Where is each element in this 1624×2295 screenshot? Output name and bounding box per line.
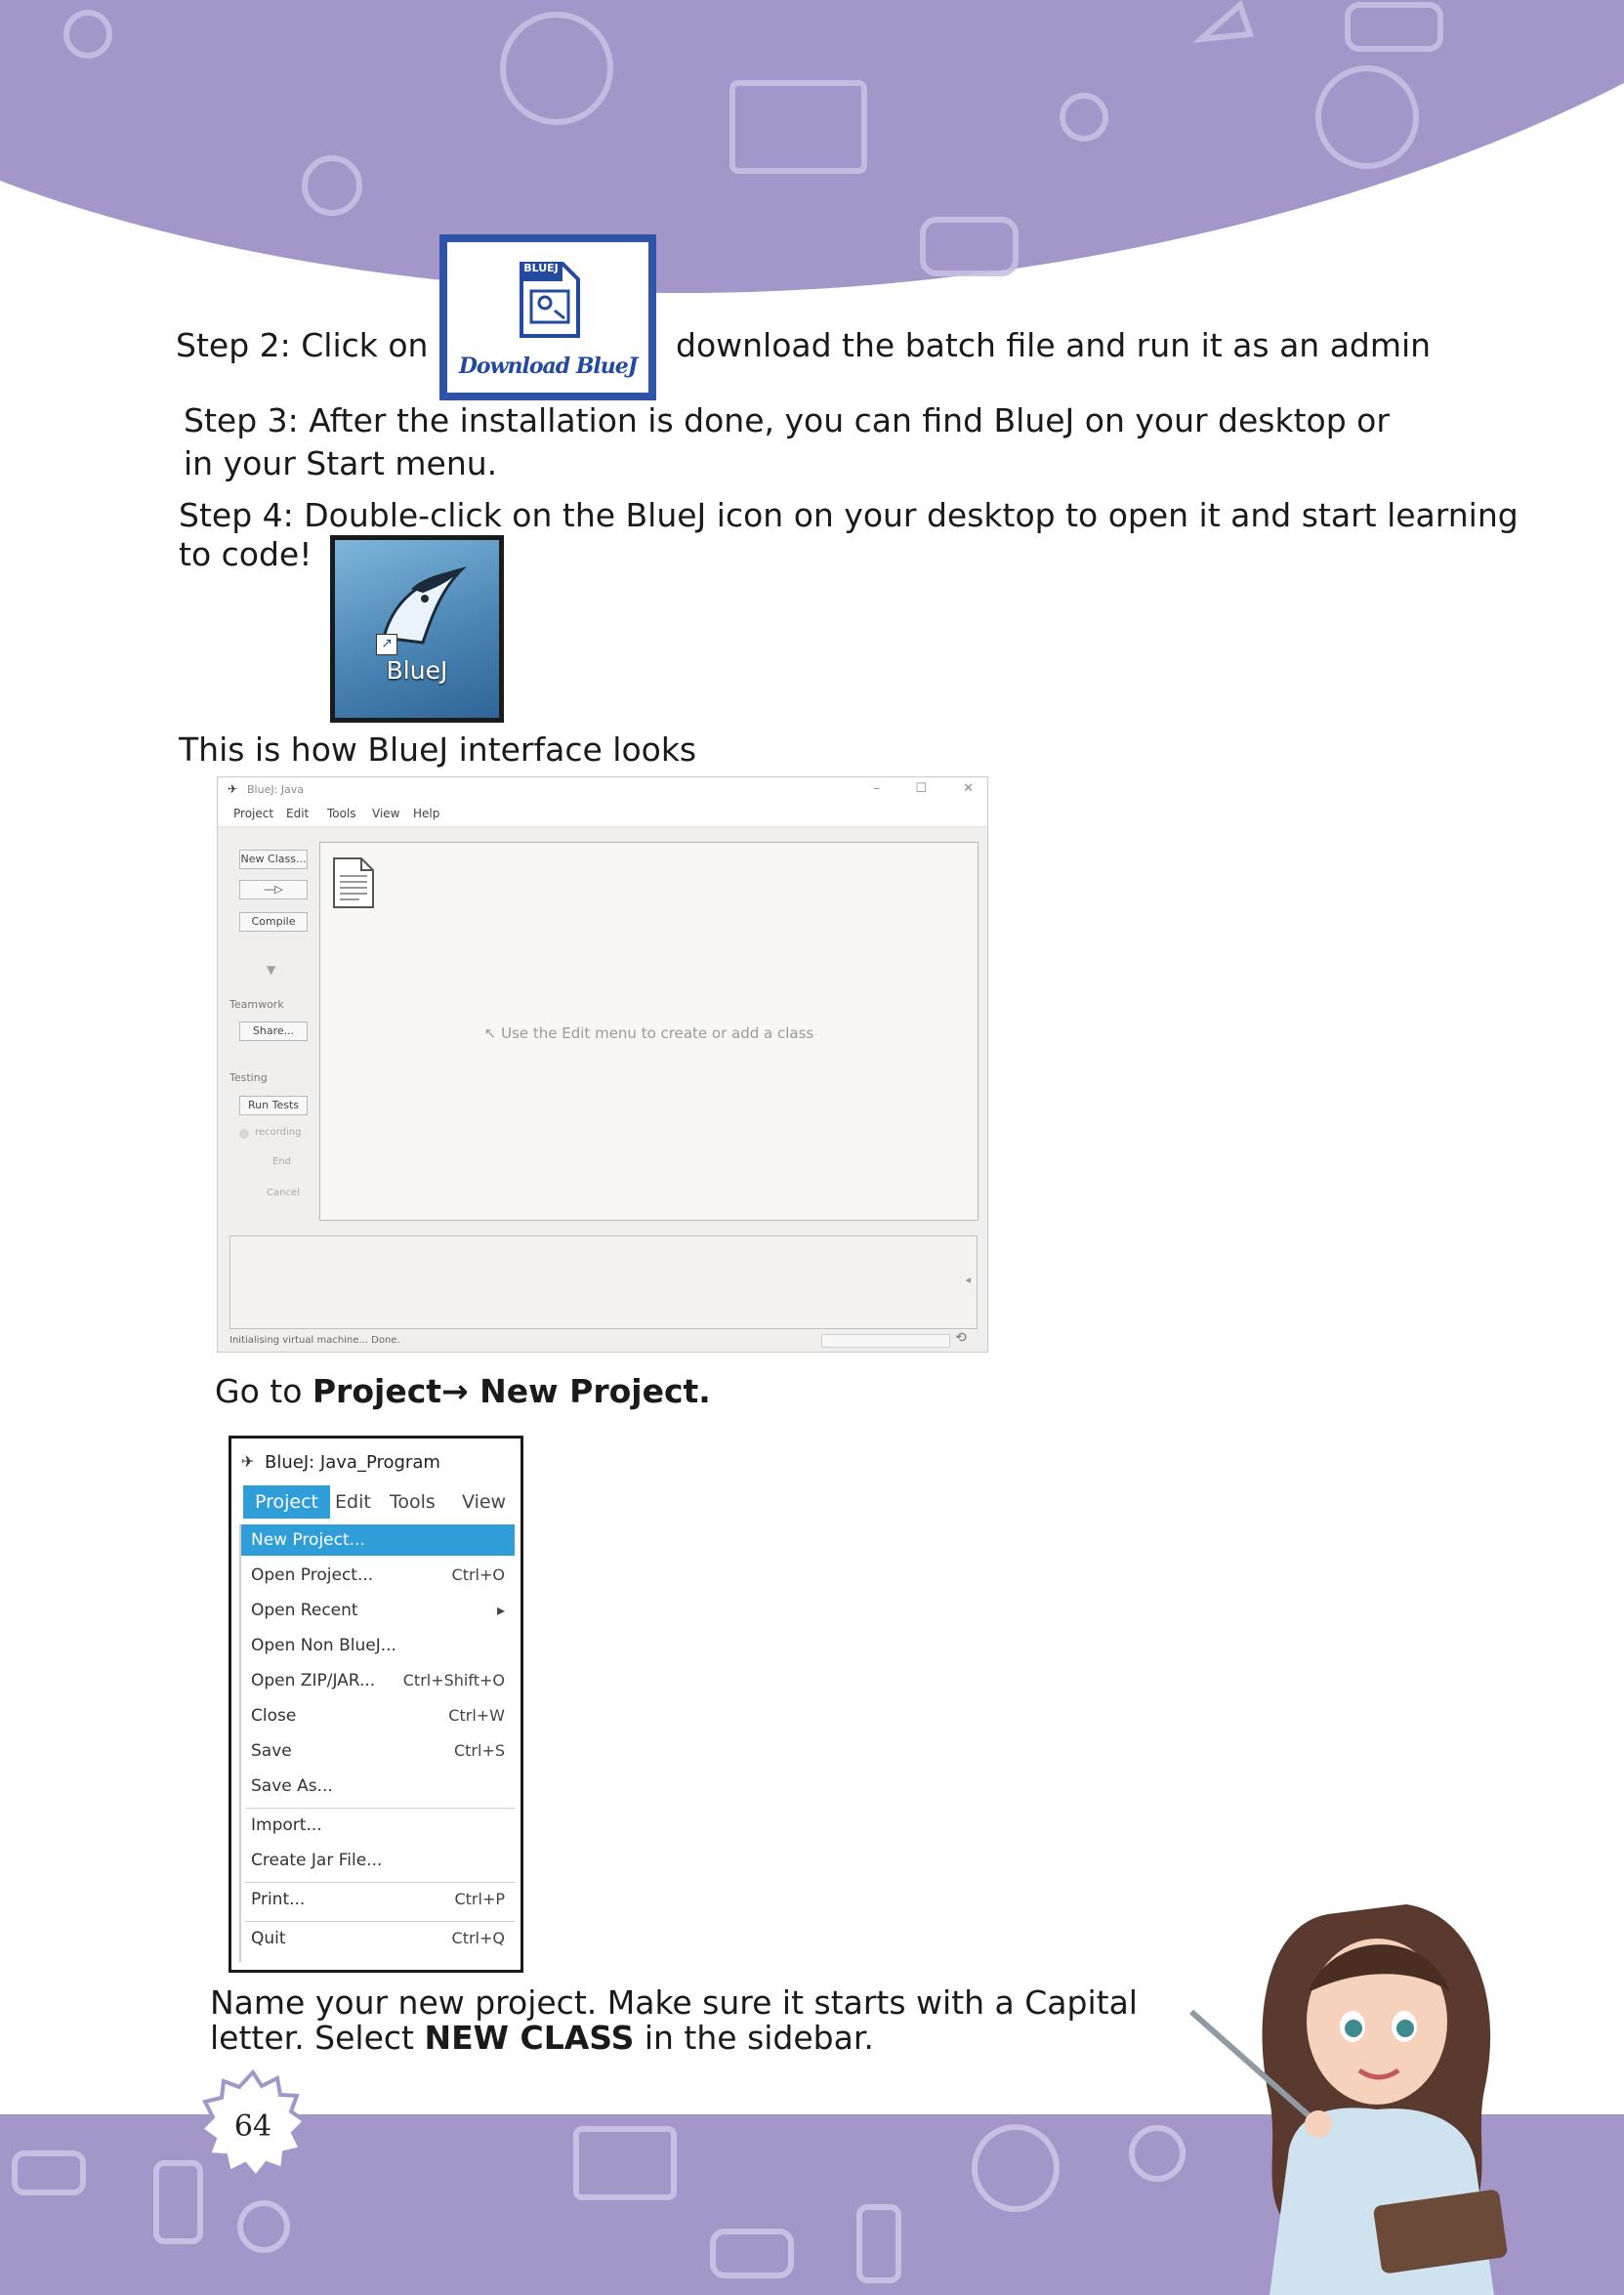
recording-label: recording xyxy=(255,1127,302,1138)
canvas-hint-text: ↖ Use the Edit menu to create or add a class xyxy=(483,1024,814,1042)
menu-separator xyxy=(245,1808,515,1809)
goto-bold: Project→ New Project. xyxy=(312,1372,711,1410)
step-2-text-after: download the batch file and run it as an admin xyxy=(676,326,1432,364)
compile-button[interactable]: Compile xyxy=(239,912,308,932)
menu-item-new-project[interactable]: New Project... xyxy=(241,1524,515,1556)
maximize-icon[interactable]: ☐ xyxy=(915,781,927,796)
menu-item-open-non-bluej[interactable]: Open Non BlueJ... xyxy=(251,1636,396,1655)
interface-caption: This is how BlueJ interface looks xyxy=(179,730,697,769)
menu-separator xyxy=(245,1921,515,1922)
menu-item-save-as[interactable]: Save As... xyxy=(251,1776,333,1796)
badge-top-label: BLUEJ xyxy=(523,262,559,274)
name-project-line-1: Name your new project. Make sure it starts with a Capital xyxy=(210,1983,1138,2022)
minimize-icon[interactable]: – xyxy=(873,781,880,796)
page-number: 64 xyxy=(233,2109,272,2144)
share-button[interactable]: Share... xyxy=(239,1022,308,1041)
readme-document-icon[interactable] xyxy=(332,856,375,909)
project-dropdown-list xyxy=(239,1524,515,1962)
project-menu-screenshot xyxy=(229,1436,523,1973)
close-icon[interactable]: ✕ xyxy=(963,781,974,796)
desktop-icon-label: BlueJ xyxy=(386,656,448,685)
menu-window-title: BlueJ: Java_Program xyxy=(265,1452,440,1473)
window-title: BlueJ: Java xyxy=(247,783,305,796)
object-bench[interactable] xyxy=(229,1235,978,1329)
vm-reset-icon[interactable]: ⟲ xyxy=(955,1330,967,1346)
teamwork-label: Teamwork xyxy=(229,998,284,1011)
menu-help[interactable]: Help xyxy=(413,807,440,820)
vm-progress-bar xyxy=(821,1334,950,1348)
step-3-line-2: in your Start menu. xyxy=(184,444,498,482)
submenu-arrow-icon: ▸ xyxy=(496,1601,505,1619)
status-bar-text: Initialising virtual machine... Done. xyxy=(229,1335,400,1346)
new-arrow-button[interactable]: —▷ xyxy=(239,880,308,899)
step-4-line-2: to code! xyxy=(179,535,312,573)
bluej-logo-icon: ✈ xyxy=(228,782,238,796)
download-bluej-button[interactable] xyxy=(439,234,656,400)
step-4-line-1: Step 4: Double-click on the BlueJ icon on your desktop to open it and start learning xyxy=(179,496,1519,534)
menu-item-quit[interactable]: Quit Ctrl+Q xyxy=(251,1929,505,1948)
goto-instruction xyxy=(215,1371,711,1412)
menu-tools[interactable]: Tools xyxy=(327,807,356,820)
menu-item-open-recent[interactable]: Open Recent ▸ xyxy=(241,1595,515,1626)
teacher-illustration xyxy=(1182,1875,1592,2295)
collapse-triangle-icon[interactable]: ▼ xyxy=(267,963,276,977)
menu-item-save[interactable]: Save Ctrl+S xyxy=(251,1741,505,1761)
new-class-bold: NEW CLASS xyxy=(424,2019,635,2057)
scroll-left-icon[interactable]: ◂ xyxy=(965,1273,971,1286)
cancel-button[interactable]: Cancel xyxy=(267,1188,300,1198)
menu-bar xyxy=(218,803,987,827)
menu-view[interactable]: View xyxy=(462,1491,507,1513)
bluej-main-window xyxy=(217,776,988,1353)
shortcut-arrow-icon: ↗ xyxy=(376,634,397,655)
testing-label: Testing xyxy=(229,1071,268,1084)
menu-item-open-zip-jar[interactable]: Open ZIP/JAR... Ctrl+Shift+O xyxy=(251,1671,505,1690)
menu-edit[interactable]: Edit xyxy=(286,807,310,820)
menu-tools[interactable]: Tools xyxy=(390,1491,436,1513)
menu-item-print[interactable]: Print... Ctrl+P xyxy=(251,1890,505,1909)
header-decorative-band xyxy=(0,0,1624,322)
class-diagram-canvas[interactable] xyxy=(319,842,979,1221)
bluej-desktop-icon[interactable] xyxy=(330,535,504,723)
new-class-button[interactable]: New Class... xyxy=(239,850,308,869)
menu-project[interactable]: Project xyxy=(243,1485,330,1519)
menu-item-close[interactable]: Close Ctrl+W xyxy=(251,1706,505,1726)
menu-project[interactable]: Project xyxy=(233,807,274,820)
menu-item-import[interactable]: Import... xyxy=(251,1815,322,1835)
step-2-text-before: Step 2: Click on xyxy=(176,326,429,364)
step-3-line-1: Step 3: After the installation is done, you can find BlueJ on your desktop or xyxy=(184,401,1390,439)
menu-edit[interactable]: Edit xyxy=(335,1491,371,1513)
name-project-line-2: letter. Select NEW CLASS in the sidebar. xyxy=(210,2019,874,2057)
recording-indicator-icon xyxy=(239,1129,249,1139)
window-titlebar xyxy=(218,777,987,803)
download-badge-label: Download BlueJ xyxy=(458,354,638,379)
menu-item-create-jar[interactable]: Create Jar File... xyxy=(251,1851,383,1870)
menu-separator xyxy=(245,1882,515,1883)
menu-view[interactable]: View xyxy=(372,807,400,820)
run-tests-button[interactable]: Run Tests xyxy=(239,1096,308,1115)
end-button[interactable]: End xyxy=(272,1156,292,1167)
menu-bar xyxy=(237,1485,515,1519)
menu-item-open-project[interactable]: Open Project... Ctrl+O xyxy=(251,1565,505,1585)
goto-prefix: Go to xyxy=(215,1372,312,1410)
bluej-logo-icon: ✈ xyxy=(241,1452,255,1471)
